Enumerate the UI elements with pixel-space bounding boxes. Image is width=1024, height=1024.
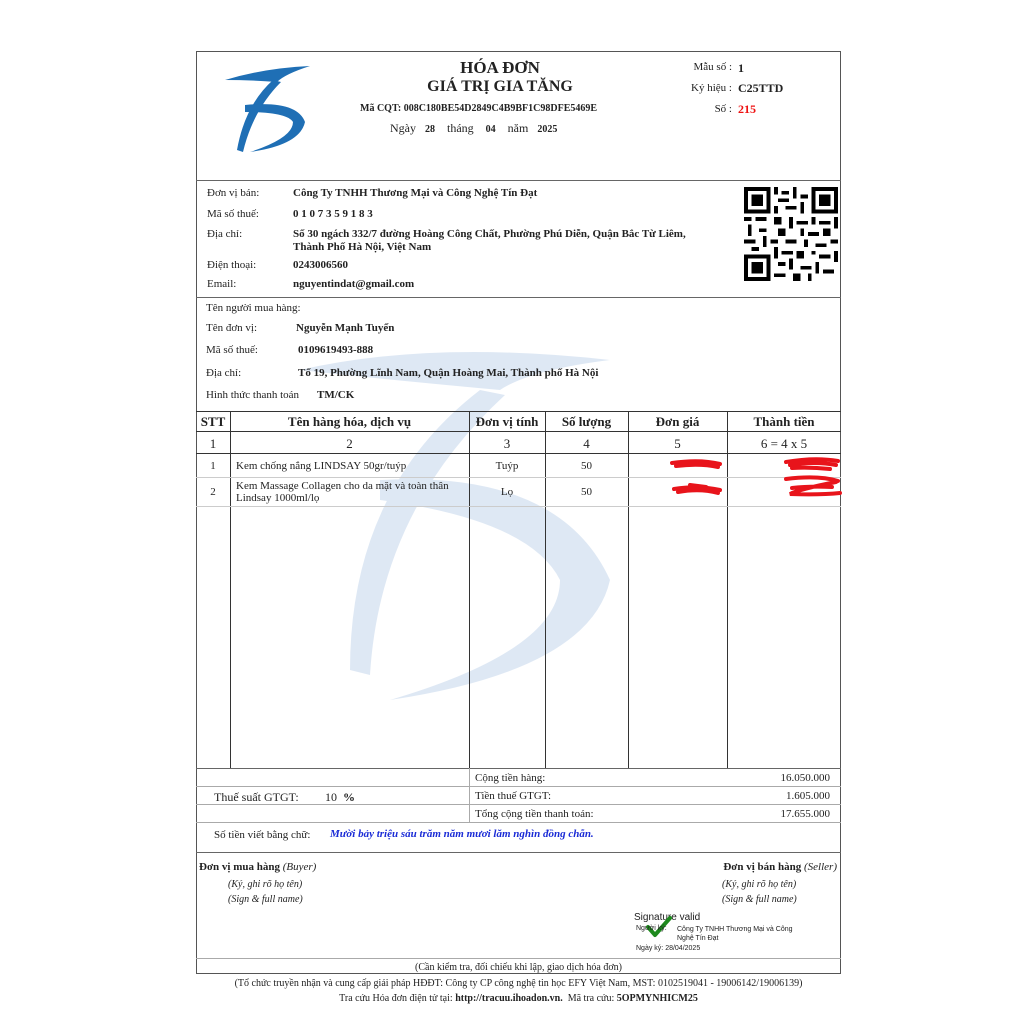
invoice-title: HÓA ĐƠN <box>460 58 540 77</box>
col-qty-header: Số lượng <box>561 414 612 429</box>
ky-hieu-label: Ký hiệu : <box>691 82 732 94</box>
total-label: Tổng cộng tiền thanh toán: <box>475 808 594 820</box>
seller-tax: 0 1 0 7 3 5 9 1 8 3 <box>293 208 373 220</box>
qr-code[interactable] <box>744 186 838 282</box>
col-stt-header: STT <box>200 414 226 429</box>
provider-info: (Tổ chức truyền nhận và cung cấp giải pháp HĐĐT: Công ty CP công nghệ tin học EFY Việt Nam, MST: 0102519041 - 19006142/19006139) <box>234 978 803 989</box>
amount-words-label: Số tiền viết bằng chữ: <box>214 829 311 841</box>
index-cell: 2 <box>346 436 353 451</box>
row-stt: 1 <box>210 460 216 472</box>
col-amount-header: Thành tiền <box>753 414 815 429</box>
buyer-tax: 0109619493-888 <box>298 344 374 356</box>
buyer-sign-title: Đơn vị mua hàng (Buyer) <box>199 861 317 873</box>
seller-phone-label: Điện thoại: <box>207 259 257 271</box>
so-label: Số : <box>714 103 732 115</box>
company-logo <box>215 60 315 155</box>
row-item-name: Kem Massage Collagen cho da mặt và toàn thân <box>236 480 449 492</box>
col-price-header: Đơn giá <box>655 414 700 429</box>
vat-label: Tiền thuế GTGT: <box>475 790 552 802</box>
index-cell: 5 <box>674 436 681 451</box>
col-name-header: Tên hàng hóa, dịch vụ <box>287 414 412 429</box>
buyer-addr-label: Địa chỉ: <box>206 367 242 379</box>
row-stt: 2 <box>210 486 216 498</box>
vat-value: 1.605.000 <box>786 790 830 802</box>
buyer-sign-note-en: (Sign & full name) <box>228 894 303 905</box>
mau-so-label: Mẫu số : <box>693 61 732 73</box>
lookup-info: Tra cứu Hóa đơn điện tử tại: http://tracuu.ihoadon.vn. Mã tra cứu: 5OPMYNHICM25 <box>339 993 698 1004</box>
subtotal-label: Cộng tiền hàng: <box>475 772 546 784</box>
signer-name-line1: Công Ty TNHH Thương Mại và Công <box>677 926 793 933</box>
seller-addr-line1: Số 30 ngách 332/7 đường Hoàng Công Chất, Phường Phú Diễn, Quận Bắc Từ Liêm, <box>293 228 686 240</box>
index-cell: 6 = 4 x 5 <box>760 436 808 451</box>
index-cell: 4 <box>583 436 590 451</box>
seller-addr-label: Địa chỉ: <box>207 228 243 240</box>
index-cell: 1 <box>209 436 217 451</box>
buyer-unit-label: Tên đơn vị: <box>206 322 258 334</box>
seller-phone: 0243006560 <box>293 259 348 271</box>
subtotal-value: 16.050.000 <box>780 772 830 784</box>
signer-name-line2: Nghệ Tín Đạt <box>677 935 719 942</box>
lookup-link[interactable]: http://tracuu.ihoadon.vn. <box>455 993 563 1004</box>
seller-sign-note-en: (Sign & full name) <box>722 894 797 905</box>
row-qty: 50 <box>581 460 592 472</box>
ky-hieu-value: C25TTD <box>738 81 784 95</box>
lookup-code: 5OPMYNHICM25 <box>616 993 698 1004</box>
total-value: 17.655.000 <box>780 808 830 820</box>
buyer-sign-note: (Ký, ghi rõ họ tên) <box>228 879 303 890</box>
seller-addr-line2: Thành Phố Hà Nội, Việt Nam <box>293 241 432 253</box>
invoice-date: Ngày 28 tháng 04 năm 2025 <box>390 121 558 135</box>
buyer-person-label: Tên người mua hàng: <box>206 302 301 314</box>
footer-note: (Cần kiểm tra, đối chiếu khi lập, giao dịch hóa đơn) <box>415 962 622 973</box>
buyer-addr: Tổ 19, Phường Lĩnh Nam, Quận Hoàng Mai, Thành phố Hà Nội <box>298 367 599 379</box>
sign-date: Ngày ký: 28/04/2025 <box>636 945 701 952</box>
seller-tax-label: Mã số thuế: <box>207 208 259 220</box>
buyer-unit: Nguyễn Mạnh Tuyển <box>296 322 395 334</box>
seller-name: Công Ty TNHH Thương Mại và Công Nghệ Tín Đạt <box>293 187 538 199</box>
row-unit: Tuýp <box>495 460 519 472</box>
seller-email: nguyentindat@gmail.com <box>293 278 415 290</box>
seller-sign-note: (Ký, ghi rõ họ tên) <box>722 879 797 890</box>
amount-words: Mười bảy triệu sáu trăm năm mươi lăm nghìn đồng chẵn. <box>330 828 594 840</box>
signature-valid-text: Signature valid <box>634 912 701 923</box>
seller-sign-title: Đơn vị bán hàng (Seller) <box>723 861 837 873</box>
redaction-marks <box>660 455 845 500</box>
vat-rate-label: Thuế suất GTGT: <box>214 790 299 804</box>
row-item-name: Kem chống nắng LINDSAY 50gr/tuýp <box>236 460 407 472</box>
buyer-tax-label: Mã số thuế: <box>206 344 258 356</box>
signer-label: Người ký: <box>636 925 667 932</box>
invoice-subtitle: GIÁ TRỊ GIA TĂNG <box>427 78 573 95</box>
row-qty: 50 <box>581 486 592 498</box>
row-item-name-cont: Lindsay 1000ml/lọ <box>236 492 320 504</box>
index-cell: 3 <box>503 436 511 451</box>
col-unit-header: Đơn vị tính <box>475 414 539 429</box>
cqt-code: Mã CQT: 008C180BE54D2849C4B9BF1C98DFE5469E <box>360 103 598 114</box>
mau-so-value: 1 <box>738 61 744 75</box>
invoice-number: 215 <box>738 102 756 116</box>
seller-email-label: Email: <box>207 278 237 290</box>
vat-rate: 10 % <box>325 790 355 804</box>
payment-label: Hình thức thanh toán <box>206 389 300 401</box>
payment-method: TM/CK <box>317 389 355 401</box>
row-unit: Lọ <box>500 486 514 498</box>
seller-name-label: Đơn vị bán: <box>207 187 260 199</box>
